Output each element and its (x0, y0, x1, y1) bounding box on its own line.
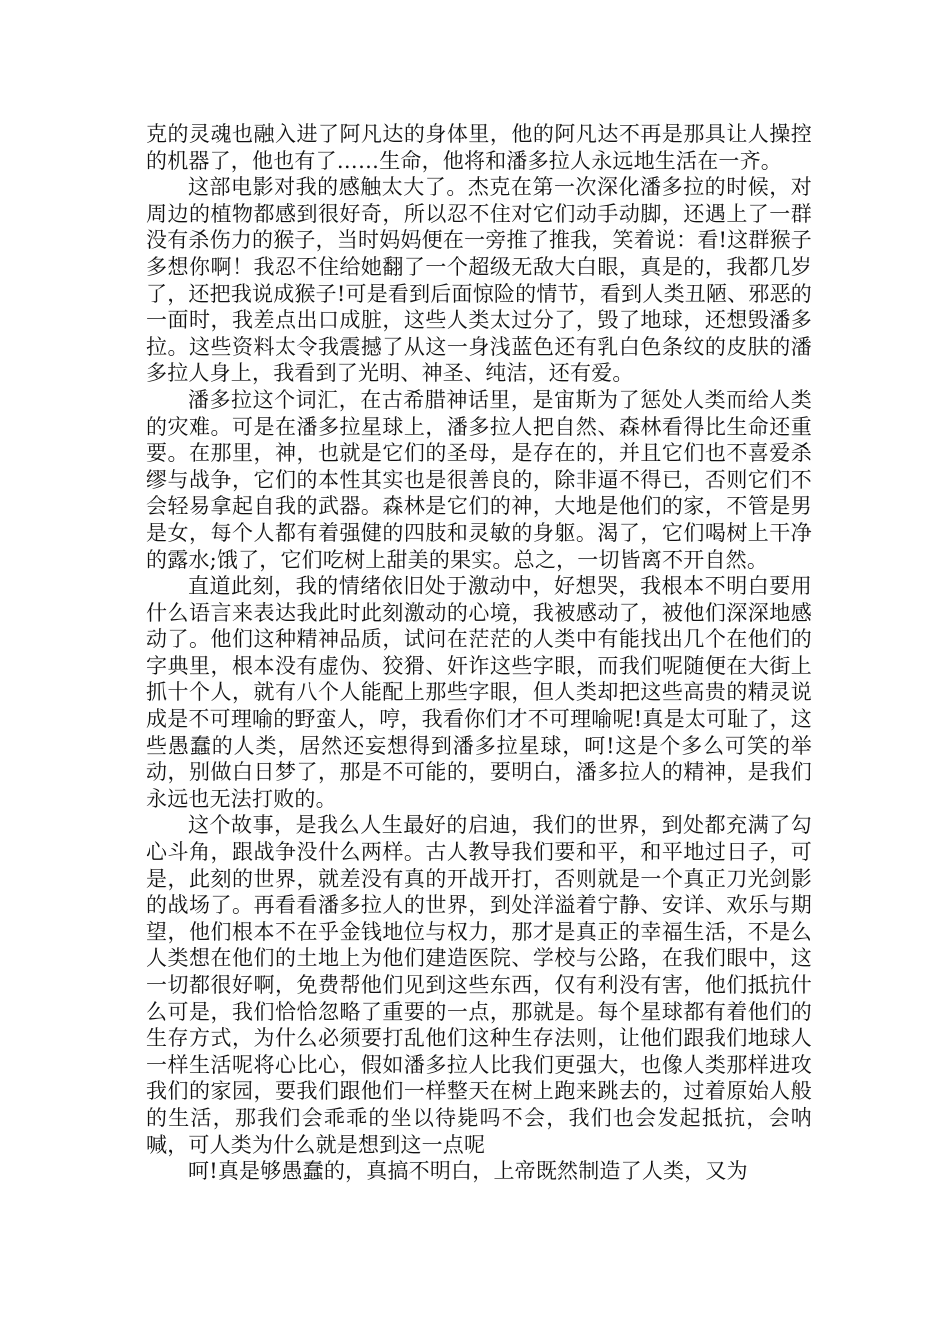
document-body (146, 121, 812, 1185)
paragraph-5: 这个故事，是我么人生最好的启迪，我们的世界，到处都充满了勾心斗角，跟战争没什么两样。古人教导我们要和平，和平地过日子，可是，此刻的世界，就差没有真的开战开打，否则就是一个真正刀光剑影的战场了。再看看潘多拉人的世界，到处洋溢着宁静、安详、欢乐与期望，他们根本不在乎金钱地位与权力，那才是真正的幸福生活，不是么人类想在他们的土地上为他们建造医院、学校与公路，在我们眼中，这一切都很好啊，免费帮他们见到这些东西，仅有利没有害，他们抵抗什么可是，我们恰恰忽略了重要的一点，那就是。每个星球都有着他们的生存方式，为什么必须要打乱他们这种生存法则，让他们跟我们地球人一样生活呢将心比心，假如潘多拉人比我们更强大，也像人类那样进攻我们的家园，要我们跟他们一样整天在树上跑来跳去的，过着原始人般的生活，那我们会乖乖的坐以待毙吗不会，我们也会发起抵抗，会呐喊，可人类为什么就是想到这一点呢 (146, 813, 812, 1157)
paragraph-2: 这部电影对我的感触太大了。杰克在第一次深化潘多拉的时候，对周边的植物都感到很好奇，所以忍不住对它们动手动脚，还遇上了一群没有杀伤力的猴子，当时妈妈便在一旁推了推我，笑着说：看!这群猴子多想你啊！我忍不住给她翻了一个超级无敌大白眼，真是的，我都几岁了，还把我说成猴子!可是看到后面惊险的情节，看到人类丑陋、邪恶的一面时，我差点出口成脏，这些人类太过分了，毁了地球，还想毁潘多拉。这些资料太令我震撼了从这一身浅蓝色还有乳白色条纹的皮肤的潘多拉人身上，我看到了光明、神圣、纯洁，还有爱。 (146, 175, 812, 386)
paragraph-4: 直道此刻，我的情绪依旧处于激动中，好想哭，我根本不明白要用什么语言来表达我此时此刻激动的心境，我被感动了，被他们深深地感动了。他们这种精神品质，试问在茫茫的人类中有能找出几个在他们的字典里，根本没有虚伪、狡猾、奸诈这些字眼，而我们呢随便在大街上抓十个人，就有八个人能配上那些字眼，但人类却把这些高贵的精灵说成是不可理喻的野蛮人，哼，我看你们才不可理喻呢!真是太可耻了，这些愚蠢的人类，居然还妄想得到潘多拉星球，呵!这是个多么可笑的举动，别做白日梦了，那是不可能的，要明白，潘多拉人的精神，是我们永远也无法打败的。 (146, 574, 812, 811)
paragraph-6: 呵!真是够愚蠢的，真搞不明白，上帝既然制造了人类，又为 (188, 1159, 748, 1184)
paragraph-3: 潘多拉这个词汇，在古希腊神话里，是宙斯为了惩处人类而给人类的灾难。可是在潘多拉星球上，潘多拉人把自然、森林看得比生命还重要。在那里，神，也就是它们的圣母，是存在的，并且它们也不喜爱杀缪与战争，它们的本性其实也是很善良的，除非逼不得已，否则它们不会轻易拿起自我的武器。森林是它们的神，大地是他们的家，不管是男是女，每个人都有着强健的四肢和灵敏的身躯。渴了，它们喝树上干净的露水;饿了，它们吃树上甜美的果实。总之，一切皆离不开自然。 (146, 387, 812, 572)
paragraph-1: 克的灵魂也融入进了阿凡达的身体里，他的阿凡达不再是那具让人操控的机器了，他也有了……生命，他将和潘多拉人永远地生活在一齐。 (146, 122, 812, 173)
